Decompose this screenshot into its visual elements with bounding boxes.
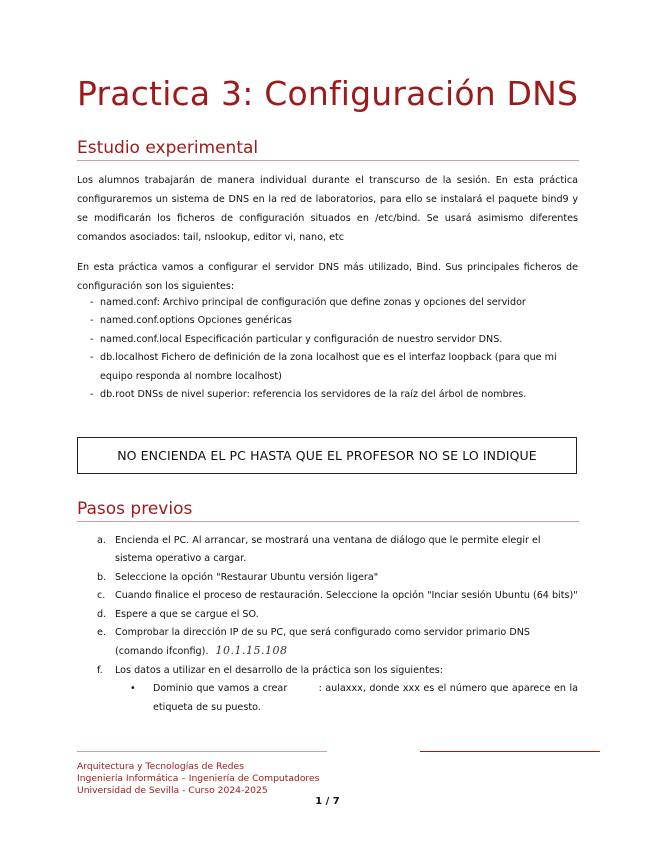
footer-university: Universidad de Sevilla - Curso 2024-2025 (77, 785, 268, 796)
warning-box: NO ENCIENDA EL PC HASTA QUE EL PROFESOR NO SE LO INDIQUE (77, 437, 577, 474)
list-item (97, 587, 578, 605)
list-marker: b. (97, 571, 107, 583)
section-rule (77, 160, 579, 161)
intro-paragraph: Los alumnos trabajarán de manera individual durante el transcurso de la sesión. En esta práctica configuraremos un sistema de DNS en la red de laboratorios, para ello se instalará el paquete bind9 y se modificarán los ficheros de configuración situados en /etc/bind. Se usará asimismo diferentes comandos asociados: tail, nslookup, editor vi, nano, etc (77, 175, 578, 243)
steps-list (97, 532, 582, 717)
footer-rule-accent (420, 751, 600, 752)
list-marker: d. (97, 608, 107, 620)
list-marker: c. (97, 590, 106, 602)
section-rule (77, 521, 579, 522)
list-item (97, 624, 578, 662)
footer-rule (77, 751, 327, 752)
step-text: Comprobar la dirección IP de su PC, que será configurado como servidor primario DNS (comando ifconfig). (115, 627, 531, 658)
list-item: - named.conf.options Opciones genéricas (88, 312, 578, 330)
page-title: Practica 3: Configuración DNS (77, 74, 579, 113)
page-number: 1 / 7 (315, 796, 340, 807)
footer-course: Arquitectura y Tecnologías de Redes (77, 761, 244, 772)
step-text: Cuando finalice el proceso de restauración. Seleccione la opción "Inciar sesión Ubuntu (64 bits)" (115, 590, 578, 602)
section-heading-estudio: Estudio experimental (77, 138, 259, 158)
step-text: Seleccione la opción "Restaurar Ubuntu versión ligera" (115, 571, 379, 583)
section-heading-pasos: Pasos previos (77, 499, 193, 519)
config-files-list (88, 294, 578, 404)
list-marker: a. (97, 535, 106, 546)
handwritten-ip: 10.1.15.108 (215, 644, 288, 658)
step-text: Los datos a utilizar en el desarrollo de la práctica son los siguientes: (115, 664, 443, 676)
footer (77, 761, 319, 797)
list-item: - db.localhost Fichero de definición de la zona localhost que es el interfaz loopback (para que mi equipo responda al nombre localhost) (88, 349, 578, 386)
bind-paragraph: En esta práctica vamos a configurar el servidor DNS más utilizado, Bind. Sus principales ficheros de configuración son los siguientes: (77, 262, 578, 292)
list-item (97, 532, 578, 569)
step-text: Encienda el PC. Al arrancar, se mostrará una ventana de diálogo que le permite elegir el sistema operativo a cargar. (115, 535, 541, 565)
list-item (97, 662, 582, 717)
list-item: • Dominio que vamos a crear : aulaxxx, donde xxx es el número que aparece en la etiqueta de su puesto. (115, 680, 578, 717)
footer-degree: Ingeniería Informática – Ingeniería de Computadores (77, 773, 320, 784)
list-item (97, 569, 578, 587)
list-item: - named.conf: Archivo principal de configuración que define zonas y opciones del servidor (88, 294, 578, 312)
list-marker: e. (97, 627, 106, 639)
list-item: - db.root DNSs de nivel superior: referencia los servidores de la raíz del árbol de nombres. (88, 386, 578, 404)
sub-bullet-list (115, 680, 582, 717)
list-item (97, 606, 578, 624)
step-text: Espere a que se cargue el SO. (115, 608, 259, 620)
list-item: - named.conf.local Especificación particular y configuración de nuestro servidor DNS. (88, 331, 578, 349)
list-marker: f. (97, 664, 103, 676)
